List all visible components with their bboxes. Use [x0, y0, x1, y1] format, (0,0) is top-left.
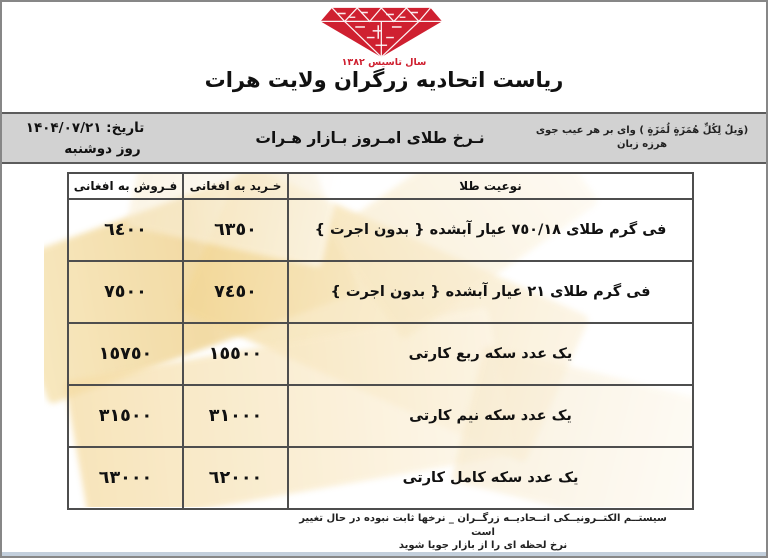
- gold-type-cell: فی گرم طلای ٢١ عیار آبشده { بدون اجرت }: [288, 261, 693, 323]
- sell-price-cell: ٧٥٠٠: [68, 261, 183, 323]
- table-row: [68, 199, 693, 261]
- sell-price-cell: ٦٤٠٠: [68, 199, 183, 261]
- date-block: [10, 117, 160, 159]
- sheet-title: نـرخ طلای امـروز بـازار هـرات: [255, 129, 485, 147]
- buy-price-cell: ٦٢٠٠٠: [183, 447, 288, 509]
- info-band: [2, 114, 766, 164]
- founded-year-label: سال تاسیس ۱۳۸۲: [341, 57, 427, 68]
- table-header-row: [68, 173, 693, 199]
- footer-line-1: سیستــم الکتــرونیــکی اتــحادیــه زرگــران _ نرخها ثابت نبوده در حال تغییر است: [299, 513, 667, 538]
- gold-type-cell: یک عدد سکه کامل کارتی: [288, 447, 693, 509]
- gold-type-cell: یک عدد سکه نیم کارتی: [288, 385, 693, 447]
- sell-price-cell: ٣١٥٠٠: [68, 385, 183, 447]
- date-label: تاریخ: ۱۴۰۴/۰۷/۲۱: [25, 120, 145, 136]
- gold-type-cell: فی گرم طلای ٧٥٠/١٨ عیار آبشده { بدون اجرت }: [288, 199, 693, 261]
- gold-price-table: [67, 172, 694, 510]
- footer-line-2: نرخ لحظه ای را از بازار جویا شوید: [398, 540, 568, 551]
- sell-price-cell: ١٥٧٥٠: [68, 323, 183, 385]
- sell-price-cell: ٦٣٠٠٠: [68, 447, 183, 509]
- col-header-gold-type: نوعیت طلا: [288, 173, 693, 199]
- table-row: [68, 261, 693, 323]
- union-logo: [314, 5, 448, 59]
- table-row: [68, 447, 693, 509]
- col-header-buy-afghani: خـرید به افغانی: [183, 173, 288, 199]
- buy-price-cell: ١٥٥٠٠: [183, 323, 288, 385]
- table-row: [68, 385, 693, 447]
- col-header-sell-afghani: فـروش به افغانی: [68, 173, 183, 199]
- footer-note: [297, 512, 669, 553]
- buy-price-cell: ٣١٠٠٠: [183, 385, 288, 447]
- organization-title: ریاست اتحادیه زرگران ولایت هرات: [204, 68, 564, 92]
- buy-price-cell: ٦٣٥٠: [183, 199, 288, 261]
- diamond-gem-icon: [314, 5, 448, 59]
- bottom-edge-strip: [2, 552, 766, 556]
- gold-type-cell: یک عدد سکه ربع کارتی: [288, 323, 693, 385]
- buy-price-cell: ٧٤٥٠: [183, 261, 288, 323]
- quran-verse-text: (وَیلٌ لِکُلِّ هُمَزَةٍ لُمَزَةٍ ) وای بر هر عیب جوی هرزه زبان: [535, 125, 749, 150]
- table-row: [68, 323, 693, 385]
- weekday-label: روز دوشنبه: [64, 141, 141, 157]
